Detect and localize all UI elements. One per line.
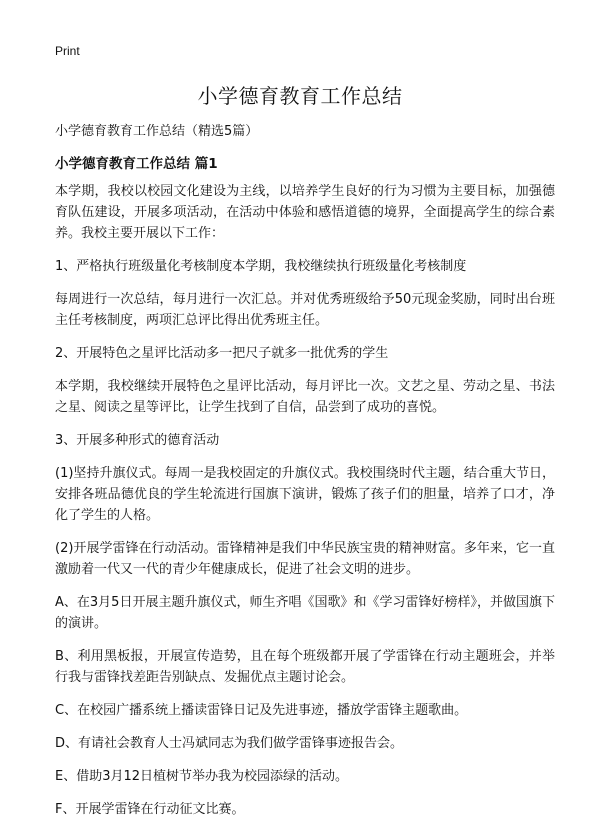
paragraph-item-c: C、在校园广播系统上播读雷锋日记及先进事迹，播放学雷锋主题歌曲。 <box>55 703 468 718</box>
section-heading: 小学德育教育工作总结 篇1 <box>55 156 218 172</box>
paragraph-item-b: B、利用黑板报，开展宣传造势，且在每个班级都开展了学雷锋在行动主题班会，并举行我与雷锋找差距告别缺点、发掘优点主题讨论会。 <box>55 649 555 685</box>
paragraph-item-f: F、开展学雷锋在行动征文比赛。 <box>55 802 245 817</box>
paragraph-item-2-heading: 2、开展特色之星评比活动多一把尺子就多一批优秀的学生 <box>55 346 389 361</box>
paragraph-item-3-heading: 3、开展多种形式的德育活动 <box>55 433 220 448</box>
document-subtitle: 小学德育教育工作总结（精选5篇） <box>55 124 259 139</box>
article-body <box>55 181 555 832</box>
print-link[interactable]: Print <box>55 44 80 58</box>
page-title: 小学德育教育工作总结 <box>197 84 403 108</box>
paragraph-item-d: D、有请社会教育人士冯斌同志为我们做学雷锋事迹报告会。 <box>55 736 404 751</box>
paragraph-intro: 本学期，我校以校园文化建设为主线，以培养学生良好的行为习惯为主要目标，加强德育队伍建设，开展多项活动，在活动中体验和感悟道德的境界，全面提高学生的综合素养。我校主要开展以下工作： <box>55 184 555 241</box>
paragraph-leifeng-activity: (2)开展学雷锋在行动活动。雷锋精神是我们中华民族宝贵的精神财富。多年来，它一直激励着一代又一代的青少年健康成长，促进了社会文明的进步。 <box>55 541 555 577</box>
paragraph-flag-ceremony: (1)坚持升旗仪式。每周一是我校固定的升旗仪式。我校围绕时代主题，结合重大节日，安排各班品德优良的学生轮流进行国旗下演讲，锻炼了孩子们的胆量，培养了口才，净化了学生的人格。 <box>55 466 555 523</box>
paragraph-item-e: E、借助3月12日植树节举办我为校园添绿的活动。 <box>55 769 349 784</box>
paragraph-item-a: A、在3月5日开展主题升旗仪式，师生齐唱《国歌》和《学习雷锋好榜样》，并做国旗下的演讲。 <box>55 595 555 631</box>
paragraph-item-1-heading: 1、严格执行班级量化考核制度本学期，我校继续执行班级量化考核制度 <box>55 259 467 274</box>
paragraph-item-1-body: 每周进行一次总结，每月进行一次汇总。并对优秀班级给予50元现金奖励，同时出台班主任考核制度，两项汇总评比得出优秀班主任。 <box>55 292 555 328</box>
paragraph-item-2-body: 本学期，我校继续开展特色之星评比活动，每月评比一次。文艺之星、劳动之星、书法之星、阅读之星等评比，让学生找到了自信，品尝到了成功的喜悦。 <box>55 379 555 415</box>
